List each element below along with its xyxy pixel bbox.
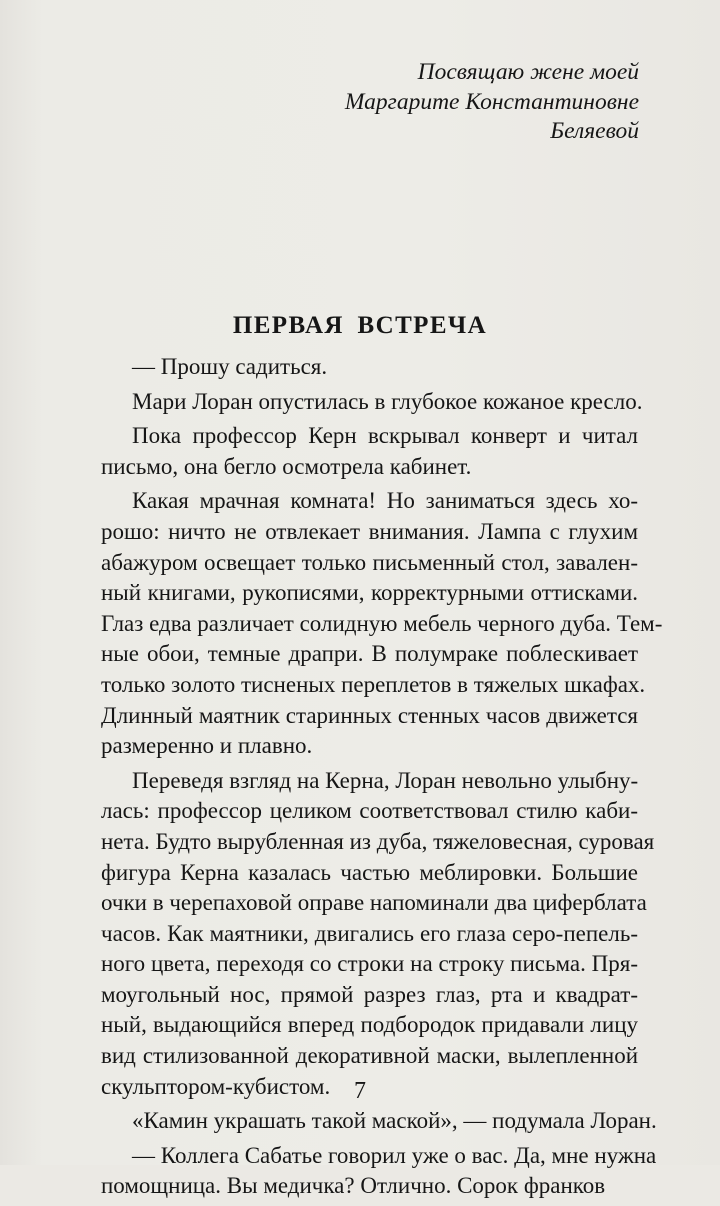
chapter-title: ПЕРВАЯ ВСТРЕЧА	[232, 312, 488, 339]
text-line: фигура Керна казалась частью меблировки. Большие	[101, 859, 638, 885]
text-line: — Коллега Сабатье говорил уже о вас. Да, мне нужна	[132, 1142, 657, 1168]
paragraph	[101, 486, 663, 761]
text-line: письмо, она бегло осмотрела кабинет.	[101, 453, 472, 479]
text-line: вид стилизованной декоративной маски, вылепленной	[101, 1043, 638, 1069]
page-number: 7	[354, 1078, 366, 1104]
text-line: часов. Как маятники, двигались его глаза серо-пепель-	[101, 920, 638, 946]
text-line: ный книгами, рукописями, корректурными оттисками.	[101, 580, 638, 606]
text-line: абажуром освещает только письменный стол, завален-	[101, 549, 638, 575]
paragraph	[101, 421, 638, 482]
text-line: помощница. Вы медичка? Отлично. Сорок франков	[101, 1173, 606, 1199]
text-line: Пока профессор Керн вскрывал конверт и читал	[132, 423, 638, 449]
text-line: Переведя взгляд на Керна, Лоран невольно улыбну-	[132, 767, 639, 793]
text-line: лась: профессор целиком соответствовал стилю каби-	[101, 798, 638, 824]
text-line: Глаз едва различает солидную мебель черного дуба. Тем-	[101, 610, 663, 636]
text-line: только золото тисненых переплетов в тяжелых шкафах.	[101, 671, 646, 697]
paragraph	[101, 766, 655, 1103]
dedication-line: Беляевой	[550, 118, 639, 144]
paragraph	[101, 387, 643, 418]
text-line: очки в черепаховой оправе напоминали два циферблата	[101, 890, 647, 916]
text-line: Длинный маятник старинных стенных часов движется	[101, 702, 638, 728]
paragraph	[101, 1106, 657, 1137]
dedication	[345, 58, 639, 147]
dedication-line: Маргарите Константиновне	[344, 88, 639, 115]
text-line: Мари Лоран опустилась в глубокое кожаное кресло.	[132, 388, 643, 414]
text-line: нета. Будто вырубленная из дуба, тяжеловесная, суровая	[101, 828, 655, 854]
paragraph	[101, 352, 638, 383]
paragraph	[101, 1141, 657, 1202]
text-line: — Прошу садиться.	[132, 354, 328, 379]
text-line: Какая мрачная комната! Но заниматься здесь хо-	[132, 488, 638, 514]
text-line: ные обои, темные драпри. В полумраке поблескивает	[101, 641, 638, 667]
text-line: ный, выдающийся вперед подбородок придавали лицу	[101, 1012, 638, 1038]
text-line: размеренно и плавно.	[101, 733, 313, 759]
text-line: скульптором-кубистом.	[101, 1073, 331, 1099]
dedication-line: Посвящаю жене моей	[417, 59, 639, 85]
text-line: рошо: ничто не отвлекает внимания. Лампа с глухим	[101, 518, 638, 544]
text-line: ного цвета, переходя со строки на строку письма. Пря-	[101, 951, 638, 977]
text-line: моугольный нос, прямой разрез глаз, рта и квадрат-	[101, 981, 638, 1007]
text-line: «Камин украшать такой маской», — подумала Лоран.	[132, 1108, 657, 1134]
